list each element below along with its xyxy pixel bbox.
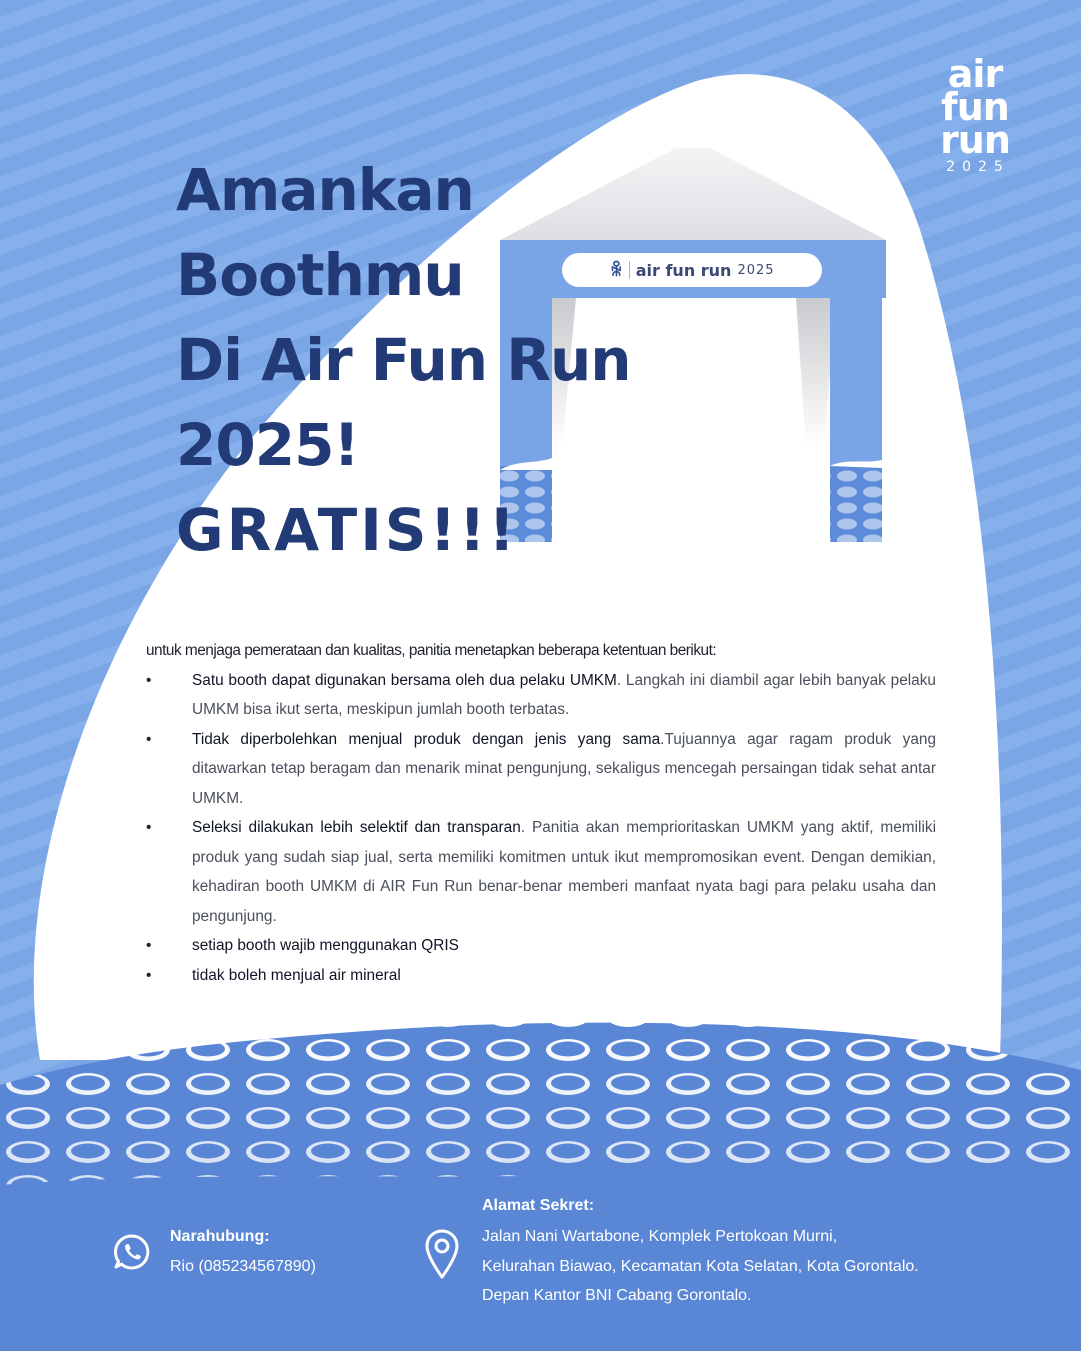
address-title: Alamat Sekret: xyxy=(482,1197,595,1214)
rule-item-text: . Langkah ini diambil agar lebih banyak pelaku UMKM bisa ikut serta, meskipun jumlah booth terbatas. xyxy=(192,671,936,718)
headline-line-1: Amankan xyxy=(176,156,474,224)
bullet-icon: • xyxy=(146,937,152,954)
address-line-1: Jalan Nani Wartabone, Komplek Pertokoan Murni, xyxy=(482,1228,838,1245)
rules-intro: untuk menjaga pemerataan dan kualitas, panitia menetapkan beberapa ketentuan berikut: xyxy=(146,642,717,659)
rule-item-strong: tidak boleh menjual air mineral xyxy=(192,966,401,984)
logo-year: 2025 xyxy=(946,159,1010,175)
tent-banner-name: air fun run xyxy=(635,260,732,280)
address-line-3: Depan Kantor BNI Cabang Gorontalo. xyxy=(482,1287,752,1304)
bullet-icon: • xyxy=(146,671,152,689)
location-pin-icon xyxy=(424,1228,460,1280)
logo-word-air: air xyxy=(947,52,1003,96)
rule-item-text: . Panitia akan memprioritaskan UMKM yang aktif, memiliki produk yang sudah siap jual, serta memiliki komitmen untuk ikut mempromosikan event. Dengan demikian, kehadiran booth UMKM di AIR Fun Run benar-benar memberi manfaat nyata bagi para pelaku usaha dan pengunjung. xyxy=(192,819,936,925)
rule-item-strong: Tidak diperbolehkan menjual produk dengan jenis yang sama xyxy=(192,730,661,748)
contact-value[interactable]: Rio (085234567890) xyxy=(170,1258,316,1275)
tent-logo-icon: ꆜ xyxy=(609,261,623,281)
bullet-icon: • xyxy=(146,819,152,836)
rule-item-strong: setiap booth wajib menggunakan QRIS xyxy=(192,937,459,954)
headline-line-3: Di Air Fun Run xyxy=(176,326,631,394)
bullet-icon: • xyxy=(146,966,152,984)
logo-word-fun: fun xyxy=(941,85,1009,129)
rule-item-text: .Tujuannya agar ragam produk yang ditawarkan tetap beragam dan menarik minat pengunjung, sekaligus mencegah persaingan tidak sehat antar UMKM. xyxy=(192,730,936,807)
headline-line-2: Boothmu xyxy=(176,241,464,309)
address-text xyxy=(482,1192,919,1311)
logo-word-run: run xyxy=(940,118,1010,162)
tent-banner-year: 2025 xyxy=(737,262,775,278)
rule-item-strong: Satu booth dapat digunakan bersama oleh dua pelaku UMKM xyxy=(192,671,617,689)
contact-text xyxy=(170,1222,316,1282)
headline-line-4: 2025! xyxy=(176,411,359,479)
whatsapp-icon[interactable] xyxy=(112,1232,152,1272)
address-line-2: Kelurahan Biawao, Kecamatan Kota Selatan, Kota Gorontalo. xyxy=(482,1257,919,1275)
rule-item-strong: Seleksi dilakukan lebih selektif dan transparan xyxy=(192,819,521,836)
bullet-icon: • xyxy=(146,730,152,748)
address-block xyxy=(424,1192,919,1311)
headline-gratis: GRATIS!!! xyxy=(176,496,518,564)
contact-title: Narahubung: xyxy=(170,1228,270,1245)
contact-block xyxy=(112,1222,316,1282)
